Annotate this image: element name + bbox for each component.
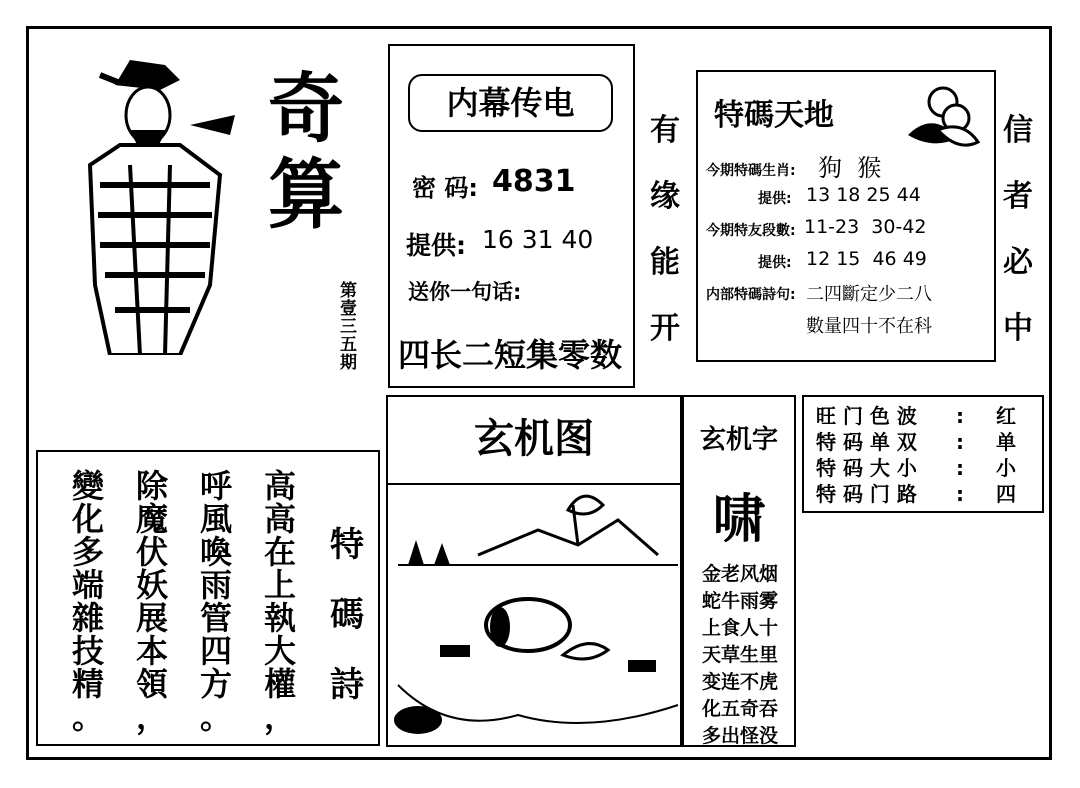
poem-char: 高 xyxy=(264,467,297,505)
main-title xyxy=(268,66,344,238)
poem-char: 技 xyxy=(72,632,105,670)
slogan-char: 缘 xyxy=(650,179,680,214)
info-value: 红 xyxy=(996,404,1016,428)
xuanji-zi-row: 天草生里 xyxy=(701,644,778,666)
info-value: 单 xyxy=(996,430,1016,454)
tema-panel xyxy=(696,70,996,362)
poem-title xyxy=(330,510,364,720)
password-value: 4831 xyxy=(492,164,576,199)
info-value: 小 xyxy=(996,456,1016,480)
deity-figure-illustration xyxy=(70,55,240,355)
issue-char: 三 xyxy=(340,317,357,337)
info-panel xyxy=(802,395,1044,513)
poem-char: 精 xyxy=(72,665,105,703)
info-label: 特 码 门 路 xyxy=(816,482,917,506)
slogan-char: 信 xyxy=(1003,113,1033,148)
provide-value: 16 31 40 xyxy=(482,225,594,254)
issue-char: 第 xyxy=(340,281,357,301)
poem-char: 風 xyxy=(200,500,233,538)
xuanji-zi-char: 啸 xyxy=(712,490,765,550)
slogan-right xyxy=(1003,98,1033,362)
poem-char: 呼 xyxy=(200,467,233,505)
poem-char: 化 xyxy=(72,500,105,538)
xuanji-zi-row: 蛇牛雨雾 xyxy=(701,590,778,612)
tema-poem-line-1: 二四斷定少二八 xyxy=(806,284,932,305)
title-char-1: 奇 xyxy=(268,64,344,153)
xuanji-zi-row: 化五奇吞 xyxy=(701,698,778,720)
phrase-text: 四长二短集零数 xyxy=(398,336,623,374)
info-label: 旺 门 色 波 xyxy=(816,404,917,428)
info-label: 特 码 大 小 xyxy=(816,456,917,480)
poem-char: 變 xyxy=(72,467,105,505)
flower-icon xyxy=(898,80,983,155)
poem-char: 四 xyxy=(200,632,233,670)
slogan-char: 开 xyxy=(650,311,680,346)
poem-char: 妖 xyxy=(136,566,169,604)
issue-char: 壹 xyxy=(340,299,357,319)
poem-char: 雨 xyxy=(200,566,233,604)
landscape-illustration xyxy=(388,485,680,745)
slogan-char: 中 xyxy=(1003,311,1033,346)
tema-heading: 特碼天地 xyxy=(714,98,834,133)
range-provide-label: 提供: xyxy=(758,255,792,271)
poem-char: 展 xyxy=(136,599,169,637)
poem-char: ， xyxy=(136,698,169,736)
poem-label: 内部特碼詩句: xyxy=(706,287,796,303)
slogan-left xyxy=(650,98,680,362)
poem-char: 執 xyxy=(264,599,297,637)
info-value: 四 xyxy=(996,482,1016,506)
zodiac-label: 今期特碼生肖: xyxy=(706,163,796,179)
password-label: 密 码: xyxy=(412,174,478,202)
xuanji-zi-heading: 玄机字 xyxy=(699,425,778,455)
poem-char: 在 xyxy=(264,533,297,571)
xuanji-zi-rows xyxy=(688,561,792,750)
poem-char: 領 xyxy=(136,665,169,703)
range-provide-value: 12 15 46 49 xyxy=(806,248,927,270)
xuanji-zi-row: 金老风烟 xyxy=(701,563,778,585)
xuanji-zi-row: 多出怪没 xyxy=(701,725,778,747)
info-row: 特 码 门 路 : 四 xyxy=(816,482,1016,506)
info-label: 特 码 单 双 xyxy=(816,430,917,454)
poem-char: 伏 xyxy=(136,533,169,571)
poem-char: 方 xyxy=(200,665,233,703)
xuanji-tu-panel xyxy=(386,395,682,747)
slogan-char: 必 xyxy=(1003,245,1033,280)
poem-title-char: 碼 xyxy=(330,595,364,635)
poem-char: 端 xyxy=(72,566,105,604)
issue-char: 期 xyxy=(340,353,357,373)
poem-char: ， xyxy=(264,698,297,736)
tema-poem-line-2: 數量四十不在科 xyxy=(806,316,932,337)
xuanji-zi-panel xyxy=(682,395,796,747)
poem-column-4 xyxy=(72,467,105,736)
phrase-label: 送你一句话: xyxy=(408,280,522,304)
info-row: 特 码 单 双 : 单 xyxy=(816,430,1016,454)
neimu-heading: 内幕传电 xyxy=(408,74,613,132)
provide-label: 提供: xyxy=(406,231,466,260)
xuanji-zi-row: 上食人十 xyxy=(701,617,778,639)
zodiac-provide-label: 提供: xyxy=(758,191,792,207)
slogan-char: 能 xyxy=(650,245,680,280)
poem-char: 。 xyxy=(200,698,233,736)
poem-char: 除 xyxy=(136,467,169,505)
slogan-char: 者 xyxy=(1003,179,1033,214)
xuanji-tu-heading: 玄机图 xyxy=(388,397,680,485)
info-list xyxy=(816,403,1036,507)
poem-char: 上 xyxy=(264,566,297,604)
info-row: 特 码 大 小 : 小 xyxy=(816,456,1016,480)
poem-title-char: 詩 xyxy=(330,665,364,705)
poem-title-char: 特 xyxy=(330,525,364,565)
poem-panel xyxy=(36,450,380,746)
xuanji-zi-row: 变连不虎 xyxy=(701,671,778,693)
info-row: 旺 门 色 波 : 红 xyxy=(816,404,1016,428)
zodiac-provide-value: 13 18 25 44 xyxy=(806,184,921,206)
issue-number xyxy=(340,282,357,372)
poem-char: 權 xyxy=(264,665,297,703)
poem-char: 喚 xyxy=(200,533,233,571)
poem-column-3 xyxy=(136,467,169,736)
poem-char: 本 xyxy=(136,632,169,670)
poem-column-2 xyxy=(200,467,233,736)
range-value: 11-23 30-42 xyxy=(804,216,927,238)
title-char-2: 算 xyxy=(268,150,344,239)
slogan-char: 有 xyxy=(650,113,680,148)
poem-column-1 xyxy=(264,467,297,736)
range-label: 今期特友段數: xyxy=(706,223,796,239)
poem-char: 大 xyxy=(264,632,297,670)
zodiac-value: 狗 猴 xyxy=(818,154,882,182)
poem-char: 高 xyxy=(264,500,297,538)
issue-char: 五 xyxy=(340,335,357,355)
neimu-panel xyxy=(388,44,635,388)
poem-char: 雜 xyxy=(72,599,105,637)
poem-char: 。 xyxy=(72,698,105,736)
poem-char: 多 xyxy=(72,533,105,571)
poem-char: 魔 xyxy=(136,500,169,538)
poem-char: 管 xyxy=(200,599,233,637)
